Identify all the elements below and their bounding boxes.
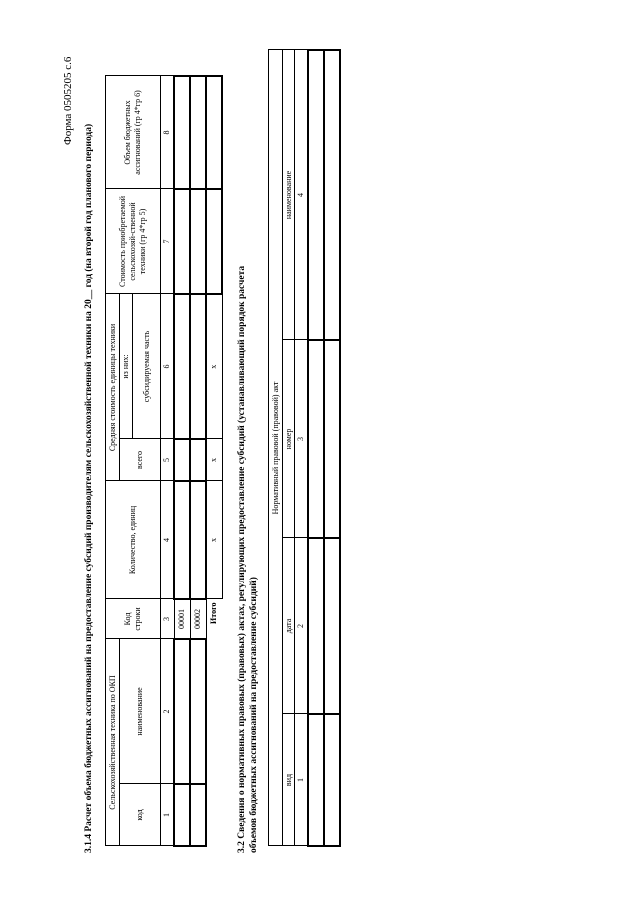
total-subsidized-cell: x <box>206 294 222 439</box>
code-cell[interactable] <box>174 784 190 846</box>
total-cell[interactable] <box>174 439 190 481</box>
form-code: Форма 0505205 с.6 <box>62 56 74 145</box>
budget-volume-cell[interactable] <box>174 76 190 189</box>
col-num: 6 <box>161 294 175 439</box>
col-num: 3 <box>295 340 309 538</box>
col-num: 4 <box>295 50 309 340</box>
name-header: наименование <box>120 639 161 784</box>
total-cell[interactable] <box>190 439 206 481</box>
quantity-cell[interactable] <box>174 481 190 599</box>
act-date-cell[interactable] <box>324 538 340 714</box>
total-quantity-cell: x <box>206 481 222 599</box>
act-type-cell[interactable] <box>308 714 324 846</box>
quantity-cell[interactable] <box>190 481 206 599</box>
act-name-cell[interactable] <box>324 50 340 340</box>
act-date-header: дата <box>283 538 295 714</box>
section-32-title: 3.2 Сведения о нормативных правовых (правовых) актах, регулирующих предоставление субсидий (устанавливающий порядок расчета объемов бюджетных ассигнований на предоставление субсидий) <box>237 265 259 853</box>
line-code-cell: 00002 <box>190 599 206 639</box>
purchase-cost-header: Стоимость приобретаемой сельскохозяй-ственной техники (гр 4*гр 5) <box>106 189 161 294</box>
col-num: 1 <box>161 784 175 846</box>
act-number-cell[interactable] <box>324 340 340 538</box>
subsidized-cell[interactable] <box>190 294 206 439</box>
line-code-cell: 00001 <box>174 599 190 639</box>
column-numbers-row <box>161 76 175 846</box>
col-num: 3 <box>161 599 175 639</box>
legal-act-header: Нормативный правовой (правовой) акт <box>269 50 283 846</box>
quantity-header: Количество, единиц <box>106 481 161 599</box>
total-budget-volume-cell[interactable] <box>206 76 222 189</box>
col-num: 2 <box>161 639 175 784</box>
act-number-cell[interactable] <box>308 340 324 538</box>
total-row <box>206 76 222 846</box>
col-num: 1 <box>295 714 309 846</box>
okp-group-header: Сельскохозяйственная техника по ОКП <box>106 639 120 846</box>
table-row <box>324 50 340 846</box>
act-date-cell[interactable] <box>308 538 324 714</box>
table-row <box>308 50 324 846</box>
subsidy-calculation-table <box>105 75 223 847</box>
budget-volume-cell[interactable] <box>190 76 206 189</box>
avg-cost-header: Средняя стоимость единицы техники <box>106 294 120 481</box>
col-num: 7 <box>161 189 175 294</box>
table-row <box>174 76 190 846</box>
total-total-cell: x <box>206 439 222 481</box>
act-type-cell[interactable] <box>324 714 340 846</box>
name-cell[interactable] <box>174 639 190 784</box>
line-code-header: Код строки <box>106 599 161 639</box>
col-num: 8 <box>161 76 175 189</box>
act-name-cell[interactable] <box>308 50 324 340</box>
col-num: 2 <box>295 538 309 714</box>
subsidized-cell[interactable] <box>174 294 190 439</box>
table-row <box>190 76 206 846</box>
subsidized-header: субсидируемая часть <box>133 294 161 439</box>
col-num: 5 <box>161 439 175 481</box>
budget-volume-header: Объем бюджетных ассигнований (гр 4*гр 6) <box>106 76 161 189</box>
total-header: всего <box>120 439 161 481</box>
purchase-cost-cell[interactable] <box>190 189 206 294</box>
of-which-header: из них: <box>120 294 133 439</box>
act-number-header: номер <box>283 340 295 538</box>
code-header: код <box>120 784 161 846</box>
column-numbers-row <box>295 50 309 846</box>
col-num: 4 <box>161 481 175 599</box>
section-314-title: 3.1.4 Расчет объема бюджетных ассигнований на предоставление субсидий производителям сельскохозяйственной техники на 20__ год (на второй год планового периода) <box>84 123 94 853</box>
act-type-header: вид <box>283 714 295 846</box>
total-purchase-cost-cell[interactable] <box>206 189 222 294</box>
purchase-cost-cell[interactable] <box>174 189 190 294</box>
name-cell[interactable] <box>190 639 206 784</box>
legal-acts-table <box>268 49 341 847</box>
code-cell[interactable] <box>190 784 206 846</box>
total-row-label: Итого <box>209 602 219 624</box>
act-name-header: наименование <box>283 50 295 340</box>
